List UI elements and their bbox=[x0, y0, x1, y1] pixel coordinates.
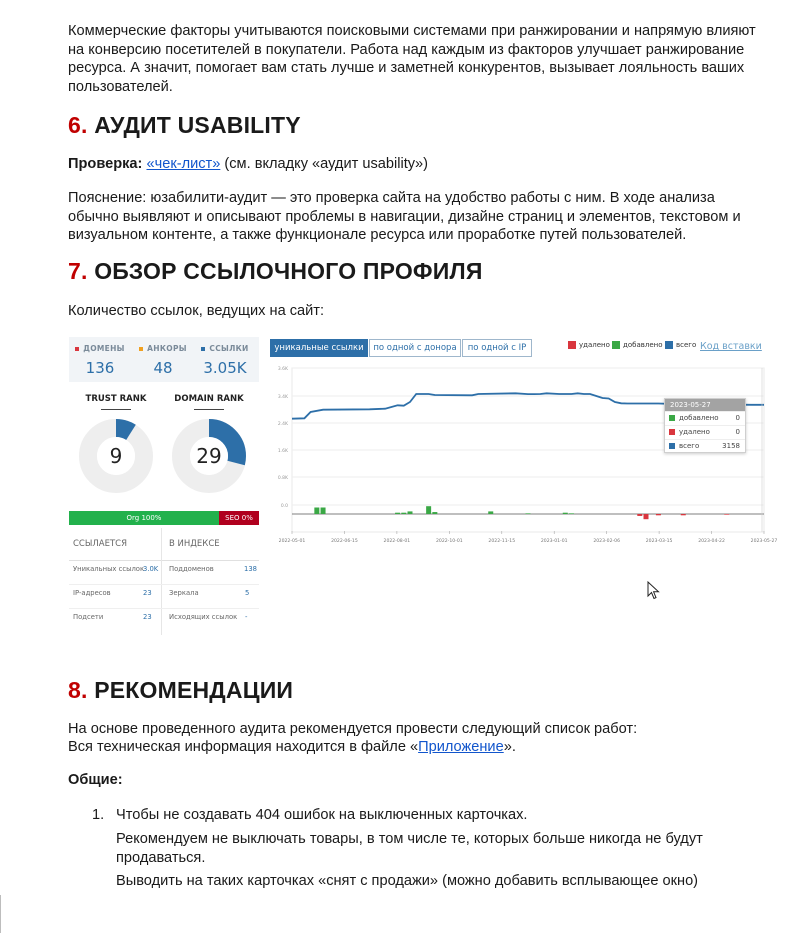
stat-value: 136 bbox=[85, 359, 115, 377]
table-cell: Поддоменов bbox=[169, 565, 214, 573]
table-cell: 138 bbox=[244, 565, 257, 573]
section-number: 8. bbox=[68, 677, 88, 703]
backlinks-chart bbox=[270, 360, 778, 550]
tooltip-swatch bbox=[669, 429, 675, 435]
x-tick-label: 2023-03-15 bbox=[645, 539, 673, 544]
x-tick-label: 2022-10-01 bbox=[435, 539, 463, 544]
bar-added bbox=[526, 513, 531, 514]
section-number: 7. bbox=[68, 258, 88, 284]
dot-icon bbox=[139, 347, 143, 351]
tooltip-value: 3158 bbox=[722, 442, 740, 450]
table-cell: Уникальных ссылок bbox=[73, 565, 145, 573]
x-tick-label: 2022-06-15 bbox=[331, 539, 358, 544]
stat-links bbox=[195, 344, 255, 377]
y-tick-label: 3.4K bbox=[277, 395, 288, 400]
table-cell: 23 bbox=[143, 613, 152, 621]
table-cell: IP-адресов bbox=[73, 589, 111, 597]
section-number: 6. bbox=[68, 112, 88, 138]
bar-added bbox=[395, 513, 400, 514]
org-bar: Org 100% bbox=[69, 511, 219, 525]
table-cell: Зеркала bbox=[169, 589, 199, 597]
section-title: АУДИТ USABILITY bbox=[94, 112, 301, 138]
table-cell: - bbox=[245, 613, 248, 621]
seo-bar: SEO 0% bbox=[219, 511, 259, 525]
domain-rank-gauge bbox=[172, 419, 246, 497]
tooltip-label: удалено bbox=[679, 428, 710, 436]
check-rest: (см. вкладку «аудит usability») bbox=[220, 156, 429, 172]
tab-one-per-ip[interactable]: по одной с IP bbox=[462, 339, 532, 357]
y-tick-label: 2.4K bbox=[277, 422, 288, 427]
domain-rank-label: DOMAIN RANK bbox=[174, 394, 244, 404]
divider bbox=[161, 528, 162, 635]
embed-code-link[interactable]: Код вставки bbox=[700, 341, 762, 352]
tooltip-row bbox=[665, 439, 745, 453]
legend-label: всего bbox=[676, 341, 697, 349]
bar-added bbox=[426, 506, 431, 514]
table-cell: Исходящих ссылок bbox=[169, 613, 238, 621]
table-cell: 5 bbox=[245, 589, 250, 597]
bar-removed bbox=[681, 514, 686, 515]
x-tick-label: 2022-11-15 bbox=[488, 539, 516, 544]
col-header-indexed: В ИНДЕКСЕ bbox=[169, 539, 220, 549]
x-tick-label: 2023-01-01 bbox=[540, 539, 568, 544]
recommendation-intro: На основе проведенного аудита рекомендуется провести следующий список работ: bbox=[68, 721, 638, 737]
col-header-referring: ССЫЛАЕТСЯ bbox=[73, 539, 127, 549]
intro-paragraph: Коммерческие факторы учитываются поисковыми системами при ранжировании и напрямую влияют на конверсию посетителей в покупатели. Работа над каждым из факторов улучшает ранжирование ресурса. А значит, помогает вам стать лучше и заметней конкурентов, вызывает лояльность ваших пользователей. bbox=[68, 23, 756, 95]
section-title: РЕКОМЕНДАЦИИ bbox=[94, 677, 294, 703]
trust-rank-label: TRUST RANK bbox=[85, 394, 147, 404]
tooltip-value: 0 bbox=[735, 414, 740, 422]
bar-removed bbox=[656, 514, 661, 515]
general-heading: Общие: bbox=[68, 772, 123, 788]
tooltip-label: добавлено bbox=[679, 414, 719, 422]
check-label: Проверка: bbox=[68, 156, 143, 172]
mouse-cursor-icon bbox=[647, 581, 661, 601]
bar-added bbox=[488, 511, 493, 514]
appendix-link[interactable]: Приложение bbox=[418, 739, 504, 755]
legend-added bbox=[612, 341, 663, 349]
table-cell: Подсети bbox=[73, 613, 104, 621]
bar-added bbox=[314, 508, 319, 515]
tooltip-swatch bbox=[669, 415, 675, 421]
list-item-title: Чтобы не создавать 404 ошибок на выключенных карточках. bbox=[116, 807, 528, 823]
legend-label: добавлено bbox=[623, 341, 663, 349]
legend-swatch bbox=[612, 341, 620, 349]
section-title: ОБЗОР ССЫЛОЧНОГО ПРОФИЛЯ bbox=[94, 258, 483, 284]
bar-added bbox=[569, 513, 574, 514]
stat-domains bbox=[70, 344, 130, 377]
divider bbox=[69, 560, 259, 561]
section-8-heading bbox=[68, 677, 293, 704]
chart-tooltip bbox=[664, 398, 746, 453]
page-edge bbox=[0, 895, 1, 933]
dot-icon bbox=[201, 347, 205, 351]
stat-anchors bbox=[133, 344, 193, 377]
bar-added bbox=[408, 511, 413, 514]
y-tick-label: 1.6K bbox=[277, 449, 288, 454]
appendix-line bbox=[68, 738, 768, 757]
x-tick-label: 2023-02-06 bbox=[593, 539, 621, 544]
section-7-heading bbox=[68, 258, 483, 285]
checklist-link[interactable]: «чек-лист» bbox=[146, 156, 221, 172]
tab-unique-links[interactable]: уникальные ссылки bbox=[270, 339, 368, 357]
dot-icon bbox=[75, 347, 79, 351]
list-item-number: 1. bbox=[92, 807, 105, 823]
stat-label: ДОМЕНЫ bbox=[83, 344, 125, 353]
legend-swatch bbox=[568, 341, 576, 349]
tooltip-row bbox=[665, 411, 745, 425]
divider bbox=[69, 608, 259, 609]
list-item-paragraph: Рекомендуем не выключать товары, в том числе те, которых больше никогда не будут продаваться. bbox=[116, 831, 703, 866]
y-tick-label: 0.0 bbox=[280, 504, 288, 509]
legend-removed bbox=[568, 341, 610, 349]
divider bbox=[101, 409, 131, 410]
divider bbox=[194, 409, 224, 410]
bar-added bbox=[432, 512, 437, 514]
bar-added bbox=[321, 508, 326, 515]
stat-label: АНКОРЫ bbox=[147, 344, 187, 353]
stat-value: 48 bbox=[153, 359, 173, 377]
legend-label: удалено bbox=[579, 341, 610, 349]
tooltip-swatch bbox=[669, 443, 675, 449]
bar-removed bbox=[637, 514, 642, 516]
trust-rank-gauge bbox=[79, 419, 153, 497]
table-cell: 23 bbox=[143, 589, 152, 597]
tooltip-date: 2023-05-27 bbox=[665, 399, 745, 411]
y-tick-label: 0.8K bbox=[277, 476, 288, 481]
stats-panel bbox=[69, 337, 259, 382]
list-item-paragraph: Выводить на таких карточках «снят с продажи» (можно добавить всплывающее окно) bbox=[116, 873, 699, 889]
tab-one-per-donor[interactable]: по одной с донора bbox=[369, 339, 461, 357]
stat-label: ССЫЛКИ bbox=[209, 344, 249, 353]
divider bbox=[69, 584, 259, 585]
tooltip-label: всего bbox=[679, 442, 700, 450]
trust-rank-value: 9 bbox=[109, 444, 123, 468]
bar-added bbox=[563, 513, 568, 514]
x-tick-label: 2023-05-27 bbox=[750, 539, 778, 544]
legend-total bbox=[665, 341, 696, 349]
tooltip-row bbox=[665, 425, 745, 439]
bar-added bbox=[401, 513, 406, 514]
links-subtitle: Количество ссылок, ведущих на сайт: bbox=[68, 303, 325, 319]
x-tick-label: 2022-08-01 bbox=[383, 539, 411, 544]
check-line bbox=[68, 155, 768, 174]
legend-swatch bbox=[665, 341, 673, 349]
appendix-text-end: ». bbox=[503, 739, 516, 755]
x-tick-label: 2023-04-22 bbox=[698, 539, 725, 544]
domain-rank-value: 29 bbox=[196, 444, 222, 468]
section-6-heading bbox=[68, 112, 301, 139]
x-tick-label: 2022-05-01 bbox=[278, 539, 306, 544]
table-cell: 3.0K bbox=[143, 565, 159, 573]
bar-removed bbox=[724, 514, 729, 515]
usability-explanation: Пояснение: юзабилити-аудит — это проверка сайта на удобство работы с ним. В ходе анализа обычно выявляют и описывают проблемы в навигации, дизайне страниц и элементов, текстовом и визуальном контенте, а также функционале ресурса или проработке путей пользователей. bbox=[68, 190, 741, 243]
stat-value: 3.05K bbox=[203, 359, 247, 377]
y-tick-label: 3.6K bbox=[277, 367, 288, 372]
appendix-text: Вся техническая информация находится в файле « bbox=[68, 739, 419, 755]
bar-removed bbox=[644, 514, 649, 519]
tooltip-value: 0 bbox=[735, 428, 740, 436]
